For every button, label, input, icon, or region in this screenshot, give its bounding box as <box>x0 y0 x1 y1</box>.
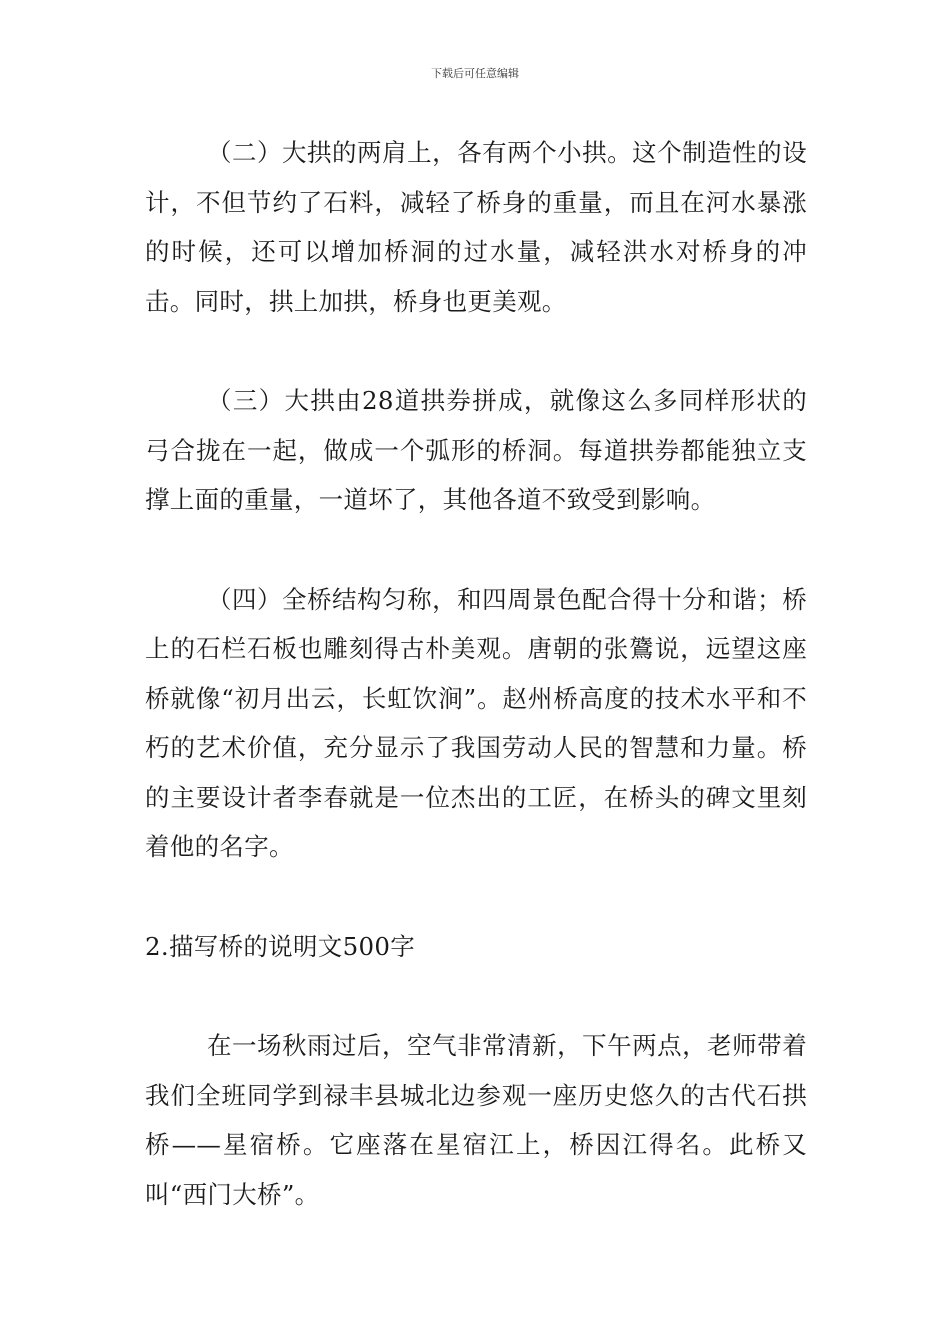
document-body <box>145 128 807 1219</box>
paragraph-arch-ribs: （三）大拱由28道拱券拼成，就像这么多同样形状的弓合拢在一起，做成一个弧形的桥洞。每道拱券都能独立支撑上面的重量，一道坏了，其他各道不致受到影响。 <box>145 386 807 514</box>
paragraph-arch-shoulders: （二）大拱的两肩上，各有两个小拱。这个制造性的设计，不但节约了石料，减轻了桥身的重量，而且在河水暴涨的时候，还可以增加桥洞的过水量，减轻洪水对桥身的冲击。同时，拱上加拱，桥身也更美观。 <box>145 138 807 316</box>
section-heading: 2.描写桥的说明文500字 <box>145 931 416 961</box>
page-header: 下载后可任意编辑 <box>431 67 519 80</box>
paragraph-bridge-structure: （四）全桥结构匀称，和四周景色配合得十分和谐；桥上的石栏石板也雕刻得古朴美观。唐朝的张鷟说，远望这座桥就像“初月出云，长虹饮涧”。赵州桥高度的技术水平和不朽的艺术价值，充分显示了我国劳动人民的智慧和力量。桥的主要设计者李春就是一位杰出的工匠，在桥头的碑文里刻着他的名字。 <box>145 584 807 861</box>
paragraph-xingsu-bridge: 在一场秋雨过后，空气非常清新，下午两点，老师带着我们全班同学到禄丰县城北边参观一座历史悠久的古代石拱桥——星宿桥。它座落在星宿江上，桥因江得名。此桥又叫“西门大桥”。 <box>145 1031 807 1209</box>
